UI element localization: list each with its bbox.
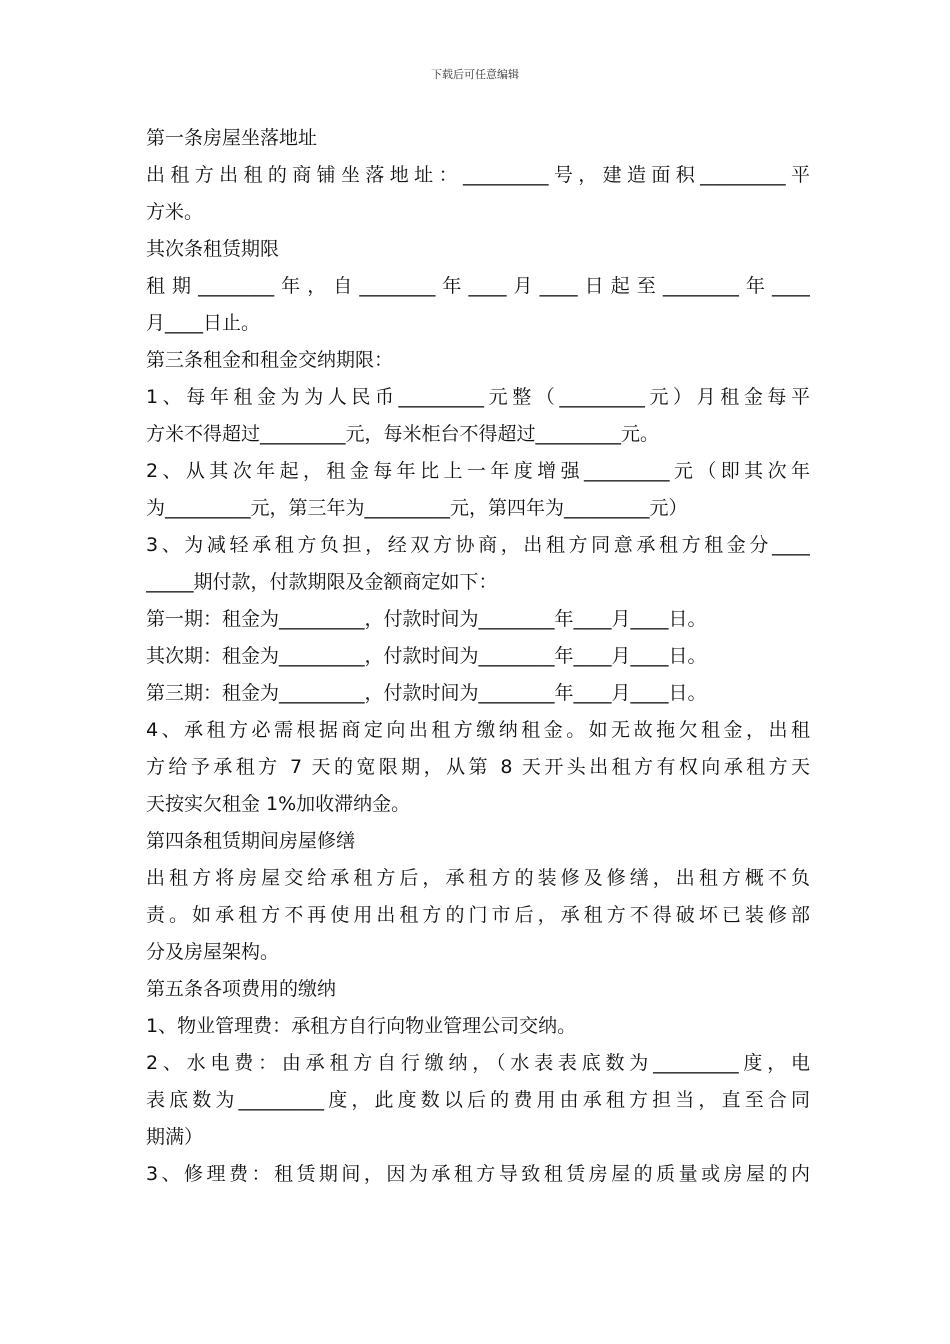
text-line: 第一期：租金为_________，付款时间为________年____月____日。 <box>146 608 707 630</box>
text-line: 1、物业管理费：承租方自行向物业管理公司交纳。 <box>146 1015 577 1037</box>
text-line: 分及房屋架构。 <box>146 941 280 963</box>
page-header: 下载后可任意编辑 <box>431 68 519 81</box>
text-line: 方给予承租方 7 天的宽限期，从第 8 天开头出租方有权向承租方天 <box>146 756 810 778</box>
text-line: 其次期：租金为_________，付款时间为________年____月____日。 <box>146 645 707 667</box>
text-line: 4、承租方必需根据商定向出租方缴纳租金。如无故拖欠租金，出租 <box>146 719 810 741</box>
text-line: 1、每年租金为为人民币_________元整（_________元）月租金每平 <box>146 386 810 408</box>
section-heading-repairs: 第四条租赁期间房屋修缮 <box>146 830 356 852</box>
text-line: 3、为减轻承租方负担，经双方协商，出租方同意承租方租金分____ <box>146 534 810 556</box>
text-line: 期满） <box>146 1126 204 1148</box>
text-line: 出租方将房屋交给承租方后，承租方的装修及修缮，出租方概不负 <box>146 867 810 889</box>
text-line: 责。如承租方不再使用出租方的门市后，承租方不得破坏已装修部 <box>146 904 810 926</box>
text-line: 出租方出租的商铺坐落地址：_________号，建造面积_________平 <box>146 164 810 186</box>
text-line: 天按实欠租金 1%加收滞纳金。 <box>146 793 411 815</box>
section-heading-fees: 第五条各项费用的缴纳 <box>146 978 337 1000</box>
text-line: _____期付款，付款期限及金额商定如下： <box>146 571 498 593</box>
section-heading-location: 第一条房屋坐落地址 <box>146 127 318 149</box>
text-line: 2、从其次年起，租金每年比上一年度增强_________元（即其次年 <box>146 460 810 482</box>
text-line: 方米。 <box>146 201 204 223</box>
text-line: 方米不得超过_________元，每米柜台不得超过_________元。 <box>146 423 660 445</box>
text-line: 表底数为_________度，此度数以后的费用由承租方担当，直至合同 <box>146 1089 810 1111</box>
text-line: 为_________元，第三年为_________元，第四年为_________元） <box>146 497 688 519</box>
text-line: 2、水电费：由承租方自行缴纳，（水表表底数为_________度，电 <box>146 1052 810 1074</box>
text-line: 租期________年，自________年____月____日起至________年____ <box>146 275 810 297</box>
contract-body <box>146 120 810 1193</box>
text-line: 3、修理费：租赁期间，因为承租方导致租赁房屋的质量或房屋的内 <box>146 1163 810 1185</box>
section-heading-rent: 第三条租金和租金交纳期限： <box>146 349 394 371</box>
section-heading-term: 其次条租赁期限 <box>146 238 280 260</box>
text-line: 月____日止。 <box>146 312 261 334</box>
text-line: 第三期：租金为_________，付款时间为________年____月____日。 <box>146 682 707 704</box>
